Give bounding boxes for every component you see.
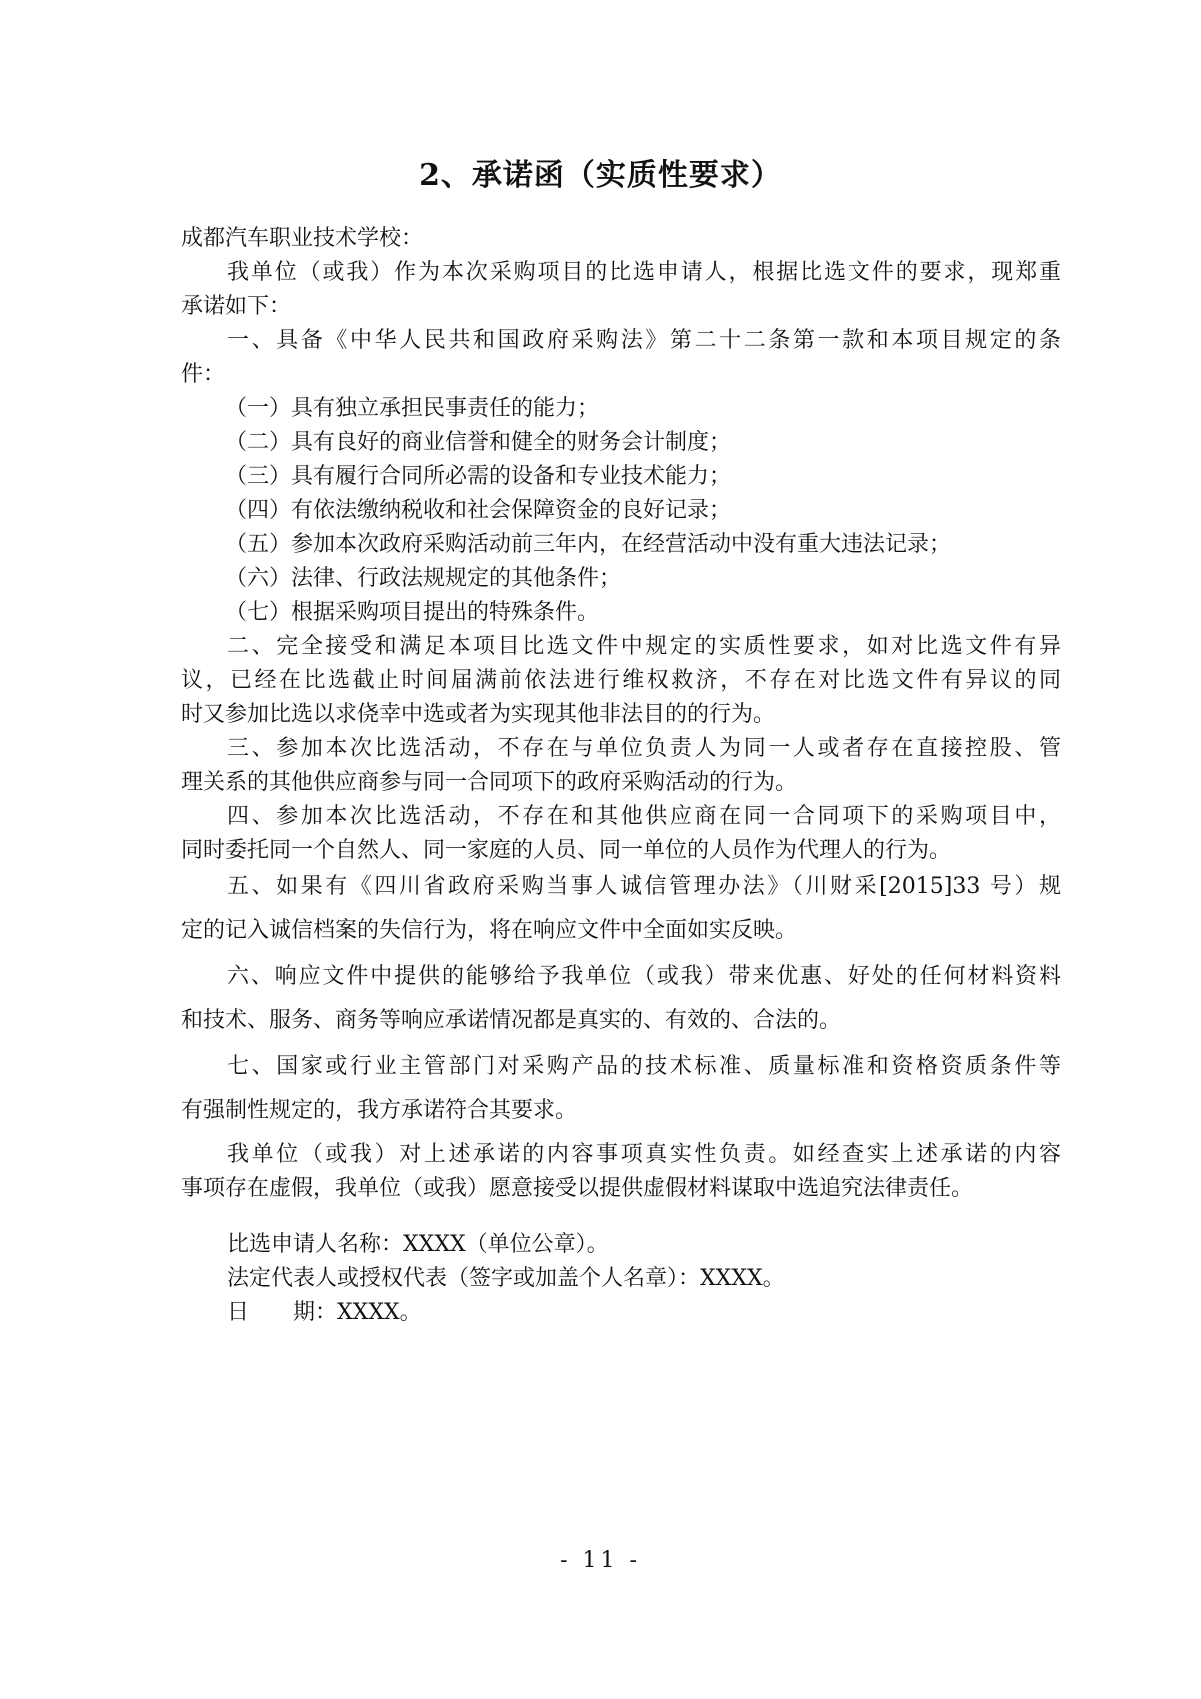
item6-line: 和技术、服务、商务等响应承诺情况都是真实的、有效的、合法的。 bbox=[181, 1008, 842, 1033]
item2-line: 议，已经在比选截止时间届满前依法进行维权救济，不存在对比选文件有异议的同 bbox=[181, 668, 1061, 693]
representative-line: 法定代表人或授权代表（签字或加盖个人名章）：XXXX。 bbox=[227, 1266, 785, 1291]
condition-item: （五）参加本次政府采购活动前三年内，在经营活动中没有重大违法记录； bbox=[225, 532, 952, 557]
item7-line: 七、国家或行业主管部门对采购产品的技术标准、质量标准和资格资质条件等 bbox=[227, 1054, 1061, 1079]
item5-line: 五、如果有《四川省政府采购当事人诚信管理办法》（川财采[2015]33 号）规 bbox=[227, 874, 1061, 899]
date-line: 日 期：XXXX。 bbox=[227, 1300, 422, 1325]
item4-line: 同时委托同一个自然人、同一家庭的人员、同一单位的人员作为代理人的行为。 bbox=[181, 838, 952, 863]
applicant-name-line: 比选申请人名称：XXXX（单位公章）。 bbox=[227, 1232, 609, 1257]
condition-item: （三）具有履行合同所必需的设备和专业技术能力； bbox=[225, 464, 732, 489]
addressee: 成都汽车职业技术学校： bbox=[181, 226, 424, 251]
item4-line: 四、参加本次比选活动，不存在和其他供应商在同一合同项下的采购项目中， bbox=[227, 804, 1061, 829]
intro-line: 我单位（或我）作为本次采购项目的比选申请人，根据比选文件的要求，现郑重 bbox=[227, 260, 1061, 285]
item6-line: 六、响应文件中提供的能够给予我单位（或我）带来优惠、好处的任何材料资料 bbox=[227, 964, 1061, 989]
page-title: 2、承诺函（实质性要求） bbox=[419, 158, 782, 193]
condition-item: （二）具有良好的商业信誉和健全的财务会计制度； bbox=[225, 430, 732, 455]
condition-item: （一）具有独立承担民事责任的能力； bbox=[225, 396, 600, 421]
item1-line: 件： bbox=[181, 362, 226, 387]
intro-line: 承诺如下： bbox=[181, 294, 292, 319]
closing-line: 事项存在虚假，我单位（或我）愿意接受以提供虚假材料谋取中选追究法律责任。 bbox=[181, 1176, 974, 1201]
closing-line: 我单位（或我）对上述承诺的内容事项真实性负责。如经查实上述承诺的内容 bbox=[227, 1142, 1061, 1167]
item2-line: 时又参加比选以求侥幸中选或者为实现其他非法目的的行为。 bbox=[181, 702, 776, 727]
item5-line: 定的记入诚信档案的失信行为，将在响应文件中全面如实反映。 bbox=[181, 918, 798, 943]
condition-item: （六）法律、行政法规规定的其他条件； bbox=[225, 566, 622, 591]
item3-line: 三、参加本次比选活动，不存在与单位负责人为同一人或者存在直接控股、管 bbox=[227, 736, 1061, 761]
page-number: - 11 - bbox=[560, 1548, 641, 1573]
condition-item: （四）有依法缴纳税收和社会保障资金的良好记录； bbox=[225, 498, 732, 523]
condition-item: （七）根据采购项目提出的特殊条件。 bbox=[225, 600, 600, 625]
item3-line: 理关系的其他供应商参与同一合同项下的政府采购活动的行为。 bbox=[181, 770, 798, 795]
item1-line: 一、具备《中华人民共和国政府采购法》第二十二条第一款和本项目规定的条 bbox=[227, 328, 1061, 353]
item7-line: 有强制性规定的，我方承诺符合其要求。 bbox=[181, 1098, 578, 1123]
item2-line: 二、完全接受和满足本项目比选文件中规定的实质性要求，如对比选文件有异 bbox=[227, 634, 1061, 659]
